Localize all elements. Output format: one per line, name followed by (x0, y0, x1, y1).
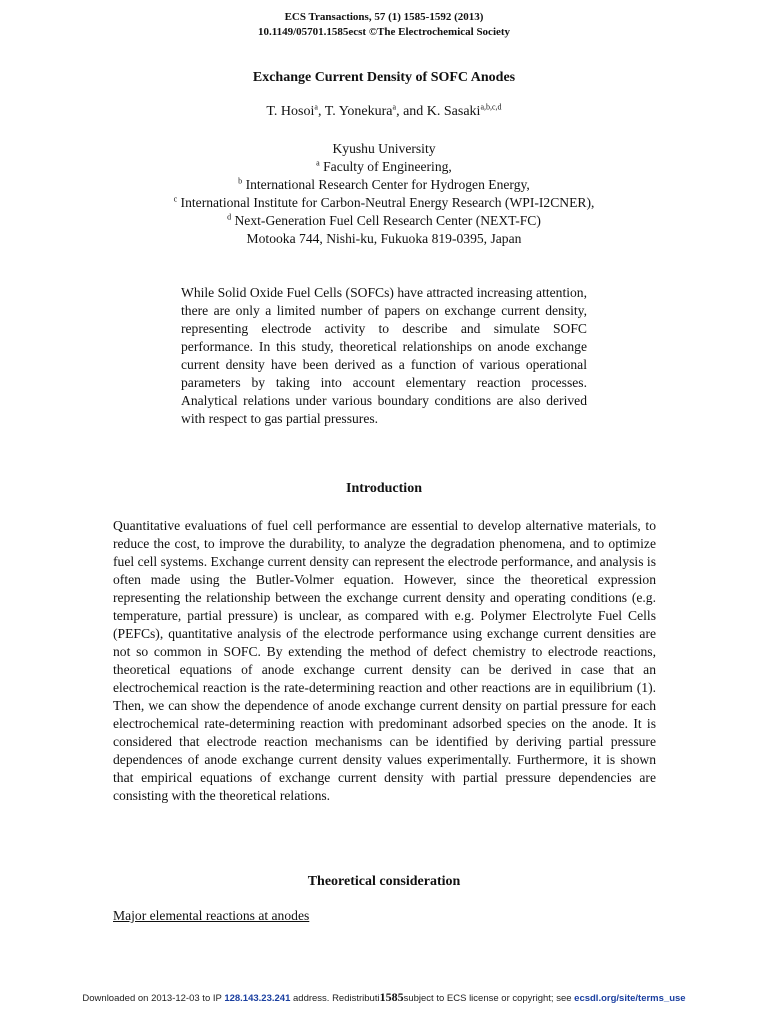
affiliation-address: Motooka 744, Nishi-ku, Fukuoka 819-0395, Japan (246, 231, 522, 246)
download-footer (0, 990, 768, 1005)
affiliation-marker: b (238, 176, 243, 186)
footer-ip-address: 128.143.23.241 (224, 993, 291, 1004)
affiliation-marker: c (173, 194, 178, 204)
terms-link[interactable]: ecsdl.org/site/terms_use (574, 993, 686, 1004)
author-affiliation-marker: a (314, 102, 318, 112)
author-name: T. Hosoi (266, 104, 315, 119)
author-list (0, 104, 768, 120)
page-number: 1585 (379, 990, 404, 1004)
affiliation-a: $^a$ Faculty of Engineering, (316, 158, 452, 174)
journal-doi: 10.1149/05701.1585ecst ©The Electrochemical Society (257, 26, 511, 38)
affiliation-b: $^b$ International Research Center for Hydrogen Energy, (238, 176, 530, 192)
affiliations (0, 140, 768, 248)
introduction-heading: Introduction (346, 481, 422, 496)
journal-citation: ECS Transactions, 57 (1) 1585-1592 (2013) (284, 11, 484, 23)
footer-prefix: Downloaded on 2013-12-03 to IP (82, 993, 225, 1004)
footer-text: address. Redistributi (290, 993, 380, 1004)
author-name: , T. Yonekura (317, 104, 393, 119)
journal-header (0, 10, 768, 40)
author-affiliation-marker: a (392, 102, 397, 112)
author-name: , and K. Sasaki (396, 104, 481, 119)
affiliation-marker: d (227, 212, 232, 222)
author-affiliation-marker: a,b,c,d (480, 102, 502, 112)
footer-text: subject to ECS license or copyright; see (403, 993, 575, 1004)
affiliation-marker: a (316, 158, 320, 168)
affiliation-university: Kyushu University (332, 141, 436, 156)
introduction-body: Quantitative evaluations of fuel cell performance are essential to develop alternative materials, to reduce the cost, to improve the durability, to analyze the degradation phenomena, and to optimize fuel cell systems. Exchange current density can represent the electrode performance, and analysis is often made using the Butler-Volmer equation. However, since the theoretical expression representing the relationship between the exchange current density and operating conditions (e.g. temperature, partial pressure) is unclear, as compared with e.g. Polymer Electrolyte Fuel Cells (PEFCs), quantitative analysis of the electrode performance using exchange current densities are not so common in SOFC. By extending the method of defect chemistry to electrode reactions, theoretical equations of anode exchange current density can be derived in case that an electrochemical reaction is the rate-determining reaction and other reactions are in equilibrium (1). Then, we can show the dependence of anode exchange current density on partial pressure for each electrochemical rate-determining reaction with predominant adsorbed species on the anode. It is considered that electrode reaction mechanisms can be identified by deriving partial pressure dependences of anode exchange current density values experimentally. Furthermore, it is shown that empirical equations of exchange current density with partial pressure dependencies are consisting with the theoretical relations. (113, 518, 656, 803)
affiliation-d: $^d$ Next-Generation Fuel Cell Research Center (NEXT-FC) (227, 212, 541, 228)
paper-title: Exchange Current Density of SOFC Anodes (252, 70, 516, 85)
affiliation-c: $^c$ International Institute for Carbon-Neutral Energy Research (WPI-I2CNER), (173, 194, 595, 210)
theory-heading: Theoretical consideration (307, 874, 461, 889)
theory-subheading: Major elemental reactions at anodes (113, 908, 310, 923)
abstract: While Solid Oxide Fuel Cells (SOFCs) have attracted increasing attention, there are only a limited number of papers on exchange current density, representing electrode activity to describe and simulate SOFC performance. In this study, theoretical relationships on anode exchange current density have been derived as a function of various operational parameters by taking into account elementary reaction processes. Analytical relations under various boundary conditions are also derived with respect to gas partial pressures. (181, 285, 587, 426)
